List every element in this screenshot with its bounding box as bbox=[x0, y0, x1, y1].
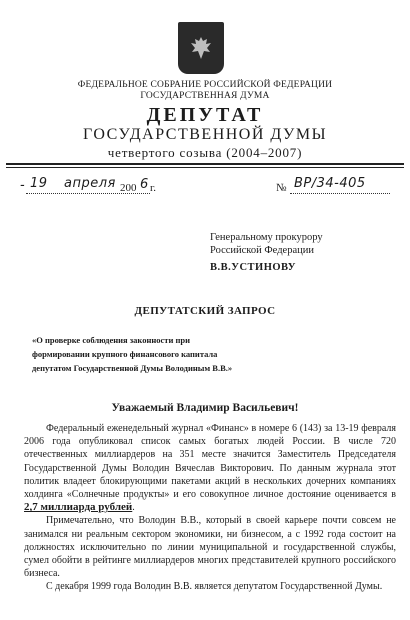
greeting: Уважаемый Владимир Васильевич! bbox=[111, 402, 299, 414]
body-paragraph-1 bbox=[24, 422, 396, 514]
addressee-line-1: Генеральному прокурору bbox=[210, 232, 323, 243]
date-year-printed: 200 bbox=[120, 182, 137, 194]
document-number bbox=[276, 176, 396, 196]
letterhead-convocation: четвертого созыва (2004–2007) bbox=[107, 145, 303, 160]
addressee-line-2: Российской Федерации bbox=[210, 245, 314, 256]
body-paragraph-2: Примечательно, что Володин В.В., который в своей карьере почти совсем не занимался ни реальным сектором экономики, ни бизнесом, а с 1992 года состоит на должностях исключительно по линии муниципальной и государственной службы, сумел обойти в рейтинге миллиардеров многих представителей крупного российского бизнеса. bbox=[24, 515, 396, 580]
letter-body bbox=[24, 422, 396, 594]
date-day: 19 bbox=[30, 176, 48, 191]
paragraph-1-end: . bbox=[132, 502, 135, 514]
subject-line-1: «О проверке соблюдения законности при bbox=[32, 335, 190, 345]
letterhead-title: ДЕПУТАТ bbox=[146, 104, 264, 126]
header-rule-thin bbox=[6, 167, 404, 168]
org-line-1: ФЕДЕРАЛЬНОЕ СОБРАНИЕ РОССИЙСКОЙ ФЕДЕРАЦИИ bbox=[77, 80, 333, 90]
document-date bbox=[20, 176, 160, 196]
date-underline bbox=[26, 193, 150, 194]
number-underline bbox=[290, 193, 390, 194]
date-month: апреля bbox=[64, 176, 116, 191]
paragraph-1-text: Федеральный еженедельный журнал «Финанс» в номере 6 (143) за 13-19 февраля 2006 года опубликовал список самых богатых людей России. В числе 720 отечественных миллиардеров на 351 месте значится Заместитель Председателя Государственной Думы Володин Вячеслав Викторович. По данным журнала этот политик владеет блокирующими пакетами акций в нескольких дочерних компаниях холдинга «Солнечные продукты» и его совокупное личное достояние оценивается в bbox=[24, 423, 396, 501]
number-value: ВР/34-405 bbox=[294, 176, 366, 191]
addressee-name: В.В.УСТИНОВУ bbox=[210, 262, 296, 273]
org-line-2: ГОСУДАРСТВЕННАЯ ДУМА bbox=[140, 91, 270, 101]
subject-line-3: депутатом Государственной Думы Володиным В.В.» bbox=[32, 363, 233, 373]
double-headed-eagle-icon bbox=[186, 33, 216, 63]
request-title: ДЕПУТАТСКИЙ ЗАПРОС bbox=[134, 305, 276, 317]
coat-of-arms-emblem bbox=[178, 22, 224, 74]
header-rule-thick bbox=[6, 163, 404, 165]
wealth-amount: 2,7 миллиарда рублей bbox=[24, 501, 133, 514]
date-year-handwritten: 6 bbox=[140, 177, 149, 192]
date-dash: - bbox=[20, 178, 26, 193]
subject-line-2: формировании крупного финансового капитала bbox=[32, 349, 218, 359]
body-paragraph-3: С декабря 1999 года Володин В.В. является депутатом Государственной Думы. bbox=[46, 581, 383, 593]
request-subject bbox=[32, 333, 292, 375]
letterhead-subtitle: ГОСУДАРСТВЕННОЙ ДУМЫ bbox=[82, 126, 328, 143]
date-suffix: г. bbox=[150, 182, 157, 194]
number-prefix: № bbox=[276, 182, 287, 194]
